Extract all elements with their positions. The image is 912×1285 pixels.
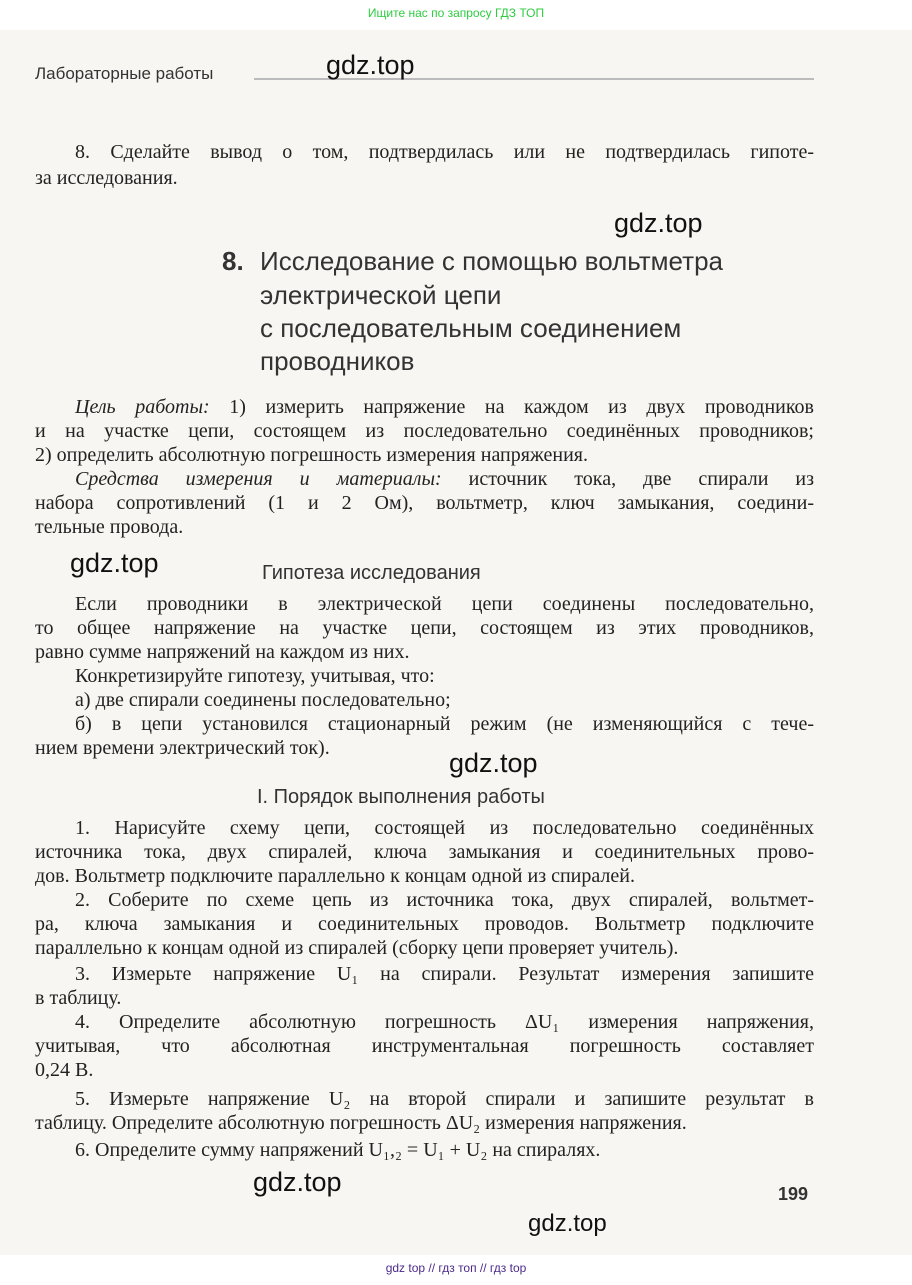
- text-line: 1. Нарисуйте схему цепи, состоящей из последовательно соединённых: [75, 817, 814, 839]
- footer-links[interactable]: gdz top // гдз топ // гдз top: [385, 1261, 527, 1275]
- title-line-1: [222, 246, 723, 277]
- text-line: 6. Определите сумму напряжений U₁,₂ = U₁ + U₂ на спиралях.: [75, 1139, 601, 1161]
- text-line: Конкретизируйте гипотезу, учитывая, что:: [75, 665, 435, 687]
- hypothesis-heading: Гипотеза исследования: [262, 562, 481, 584]
- watermark: gdz.top: [326, 50, 415, 80]
- text-line: а) две спирали соединены последовательно;: [75, 689, 451, 711]
- lab-number: 8.: [222, 246, 244, 276]
- search-banner[interactable]: Ищите нас по запросу ГДЗ ТОП: [367, 6, 545, 20]
- watermark: gdz.top: [449, 748, 538, 778]
- text-line: Если проводники в электрической цепи соединены последовательно,: [75, 593, 814, 615]
- text-line: таблицу. Определите абсолютную погрешность ΔU₂ измерения напряжения.: [35, 1112, 687, 1134]
- text-line: б) в цепи установился стационарный режим (не изменяющийся с тече-: [75, 713, 814, 735]
- text-line: 0,24 В.: [35, 1059, 94, 1081]
- text-line: источника тока, двух спиралей, ключа замыкания и соединительных прово-: [35, 841, 814, 863]
- text-line: Средства измерения и материалы: источник тока, две спирали из: [75, 468, 814, 490]
- watermark: gdz.top: [70, 548, 159, 578]
- procedure-heading: I. Порядок выполнения работы: [257, 786, 545, 808]
- title-text: Исследование с помощью вольтметра: [260, 246, 723, 276]
- text-line: 4. Определите абсолютную погрешность ΔU₁ измерения напряжения,: [75, 1011, 814, 1033]
- text-line: равно сумме напряжений на каждом из них.: [35, 641, 410, 663]
- text-line: то общее напряжение на участке цепи, состоящем из этих проводников,: [35, 617, 814, 639]
- text-line: набора сопротивлений (1 и 2 Ом), вольтметр, ключ замыкания, соедини-: [35, 492, 814, 514]
- title-line-2: электрической цепи: [260, 280, 502, 310]
- title-line-4: проводников: [260, 346, 415, 376]
- text-line: и на участке цепи, состоящем из последовательно соединённых проводников;: [35, 420, 814, 442]
- running-header: Лабораторные работы: [35, 64, 214, 83]
- watermark: gdz.top: [528, 1210, 607, 1237]
- text-line: 3. Измерьте напряжение U₁ на спирали. Результат измерения запишите: [75, 963, 814, 985]
- text-line: 2) определить абсолютную погрешность измерения напряжения.: [35, 444, 588, 466]
- text-line: ра, ключа замыкания и соединительных проводов. Вольтметр подключите: [35, 913, 814, 935]
- text-line: дов. Вольтметр подключите параллельно к концам одной из спиралей.: [35, 865, 635, 887]
- text-line: 2. Соберите по схеме цепь из источника тока, двух спиралей, вольтмет-: [75, 889, 814, 911]
- text-line: Цель работы: 1) измерить напряжение на каждом из двух проводников: [75, 396, 814, 418]
- text-line: в таблицу.: [35, 987, 122, 1009]
- watermark: gdz.top: [253, 1167, 342, 1197]
- text-line: тельные провода.: [35, 516, 184, 538]
- text-line: учитывая, что абсолютная инструментальная погрешность составляет: [35, 1035, 814, 1057]
- text-line: за исследования.: [35, 167, 178, 189]
- page-number: 199: [778, 1184, 809, 1204]
- watermark: gdz.top: [614, 208, 703, 238]
- title-line-3: с последовательным соединением: [260, 313, 682, 343]
- text-line: 5. Измерьте напряжение U₂ на второй спирали и запишите результат в: [75, 1088, 814, 1110]
- text-line: нием времени электрический ток).: [35, 737, 330, 759]
- text-line: параллельно к концам одной из спиралей (сборку цепи проверяет учитель).: [35, 937, 679, 959]
- text-line: 8. Сделайте вывод о том, подтвердилась или не подтвердилась гипоте-: [75, 141, 814, 163]
